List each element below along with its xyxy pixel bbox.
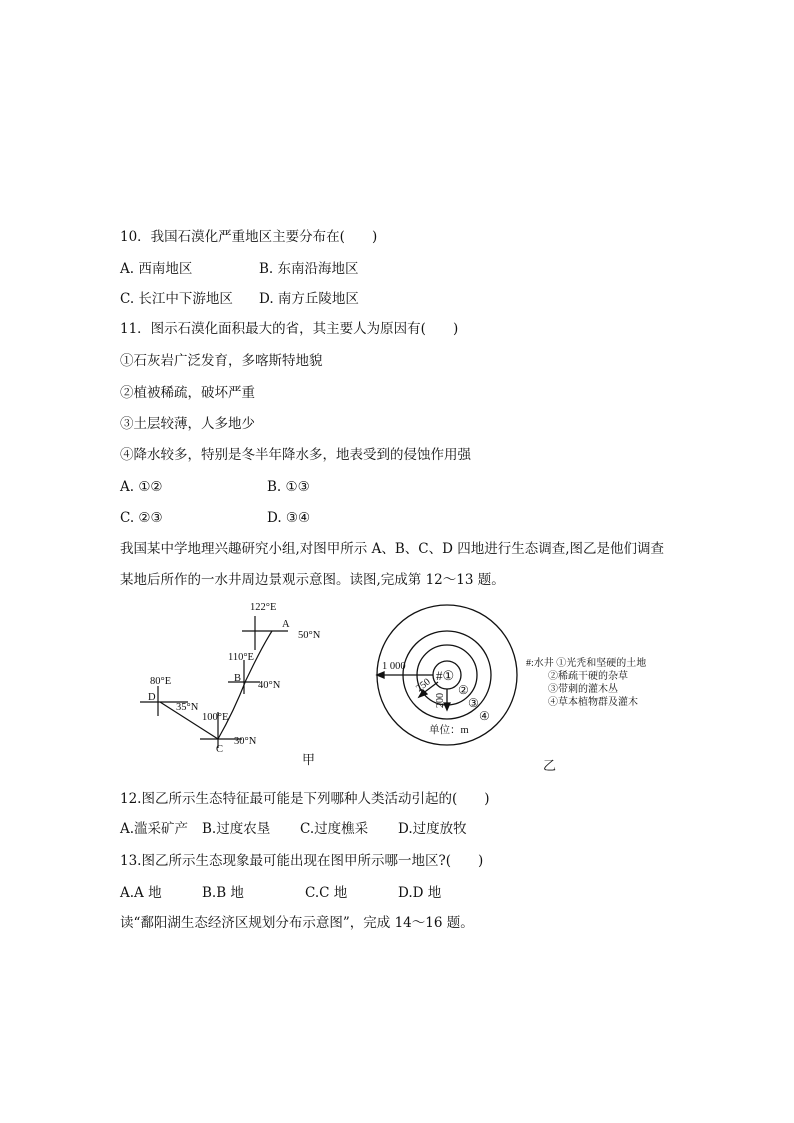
well-center-mark: #①: [436, 668, 455, 683]
legend-line-1: #:水井 ①光秃和坚硬的土地: [526, 658, 647, 669]
intro-14-16: 读“鄱阳湖生态经济区规划分布示意图”，完成 14～16 题。: [120, 915, 474, 931]
figure-yi-unit: 单位：m: [429, 725, 469, 736]
point-a-label: A: [282, 619, 290, 630]
q10-option-b: B. 东南沿海地区: [259, 261, 359, 277]
q11-option-b: B. ①③: [267, 479, 310, 495]
intro-12-13-line2: 某地后所作的一水井周边景观示意图。读图,完成第 12～13 题。: [120, 572, 505, 588]
q13-option-d: D.D 地: [398, 885, 442, 901]
q10-option-d: D. 南方丘陵地区: [259, 291, 359, 307]
q10-stem: 10．我国石漠化严重地区主要分布在( ): [120, 229, 378, 245]
q12-option-c: C.过度樵采: [300, 821, 369, 837]
figure-jia-caption: 甲: [302, 752, 316, 767]
point-b-lat: 40°N: [258, 680, 281, 691]
q12-option-d: D.过度放牧: [398, 821, 467, 837]
legend-line-3: ③带刺的灌木丛: [548, 684, 618, 695]
q13-option-b: B.B 地: [202, 885, 244, 901]
figure-jia: [130, 598, 330, 770]
q13-option-a: A.A 地: [120, 885, 162, 901]
distance-200: 200: [435, 693, 446, 708]
distance-250: 250: [414, 676, 433, 695]
ring-label-3: ③: [468, 696, 479, 710]
q11-statement-1: ①石灰岩广泛发育，多喀斯特地貌: [120, 353, 323, 369]
q11-option-c: C. ②③: [120, 510, 163, 526]
point-c-lat: 30°N: [234, 736, 257, 747]
point-c-label: C: [216, 744, 224, 755]
point-b-lon: 110°E: [228, 652, 254, 663]
q13-stem: 13.图乙所示生态现象最可能出现在图甲所示哪一地区?( ): [120, 853, 484, 869]
q12-option-a: A.滥采矿产: [120, 821, 189, 837]
point-b-label: B: [234, 673, 242, 684]
point-a-lon: 122°E: [250, 602, 277, 613]
ring-label-2: ②: [458, 683, 469, 697]
point-c-lon: 100°E: [202, 712, 229, 723]
figure-yi-caption: 乙: [543, 758, 557, 773]
q12-stem: 12.图乙所示生态特征最可能是下列哪种人类活动引起的( ): [120, 791, 490, 807]
point-a-lat: 50°N: [298, 630, 321, 641]
q11-statement-4: ④降水较多，特别是冬半年降水多，地表受到的侵蚀作用强: [120, 447, 471, 463]
distance-1000: 1 000: [382, 661, 406, 672]
q11-statement-2: ②植被稀疏，破坏严重: [120, 385, 255, 401]
intro-12-13-line1: 我国某中学地理兴趣研究小组,对图甲所示 A、B、C、D 四地进行生态调查,图乙是他们调查: [120, 541, 664, 557]
q11-option-a: A. ①②: [120, 479, 163, 495]
legend-line-4: ④草本植物群及灌木: [548, 697, 638, 708]
point-d-lat: 35°N: [176, 702, 199, 713]
legend-line-2: ②稀疏干硬的杂草: [548, 671, 628, 682]
q10-option-a: A. 西南地区: [120, 261, 193, 277]
figure-yi: [362, 600, 682, 774]
q12-option-b: B.过度农垦: [202, 821, 271, 837]
point-d-lon: 80°E: [150, 676, 172, 687]
q10-option-c: C. 长江中下游地区: [120, 291, 233, 307]
q11-stem: 11．图示石漠化面积最大的省，其主要人为原因有( ): [120, 321, 459, 337]
q11-statement-3: ③土层较薄，人多地少: [120, 416, 255, 432]
ring-label-4: ④: [479, 709, 490, 723]
q13-option-c: C.C 地: [305, 885, 348, 901]
q11-option-d: D. ③④: [267, 510, 311, 526]
point-d-label: D: [148, 692, 156, 703]
